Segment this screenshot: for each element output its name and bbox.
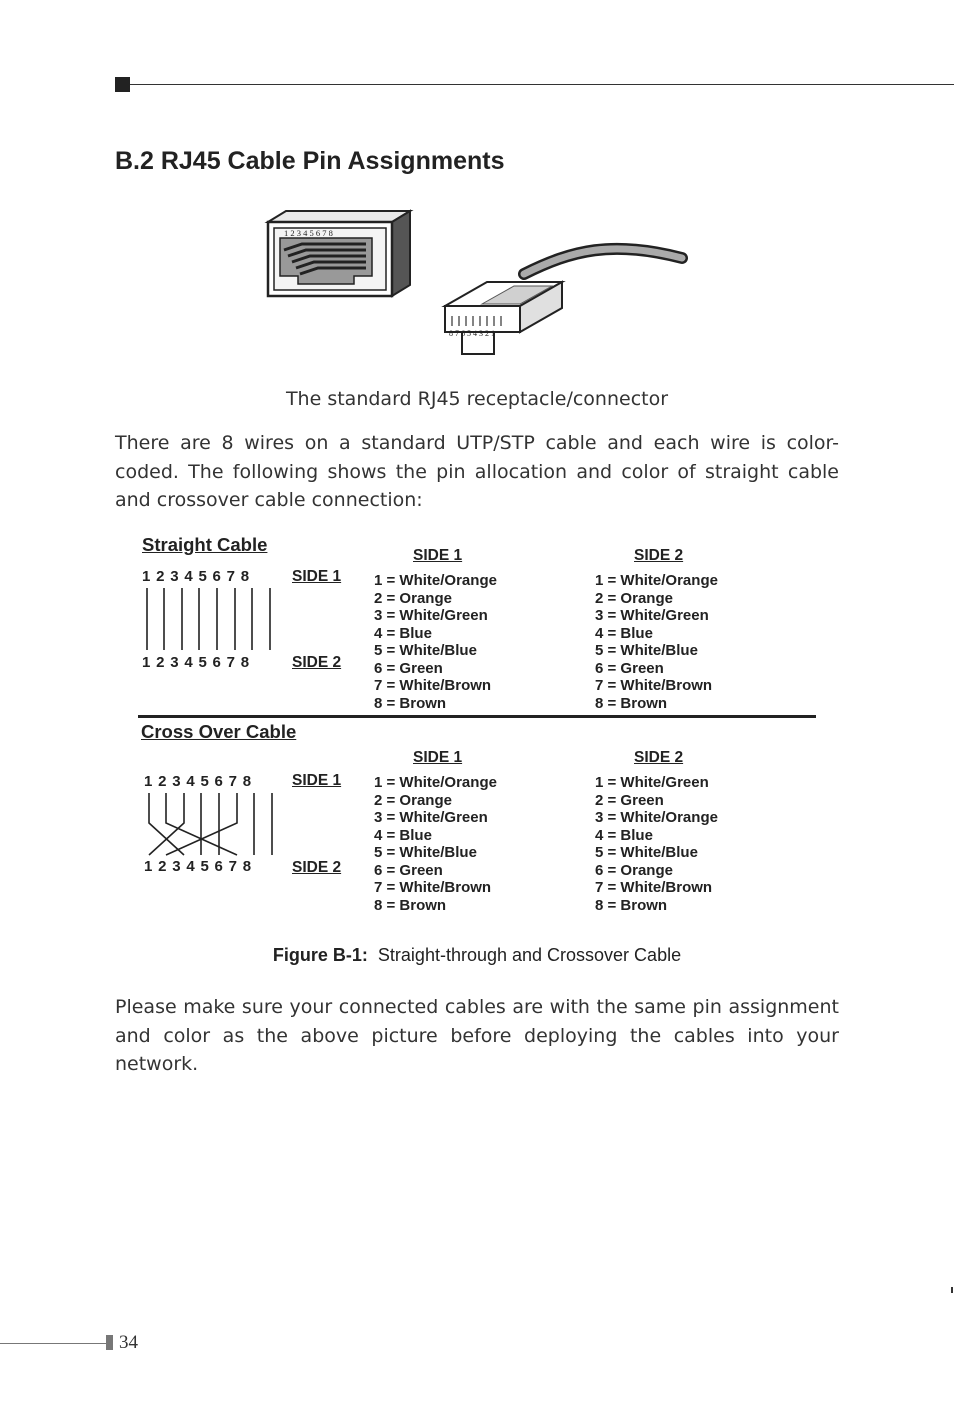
list-item: 4 = Blue bbox=[595, 826, 653, 844]
list-item: 1 = White/Green bbox=[595, 774, 709, 791]
list-item: 8 = Brown bbox=[595, 694, 668, 712]
straight-wiring-diagram bbox=[138, 586, 278, 652]
list-item: 6 = Orange bbox=[595, 861, 673, 879]
straight-pins-top: 1 2 3 4 5 6 7 8 bbox=[142, 568, 250, 585]
list-item: 3 = White/Green bbox=[595, 607, 709, 624]
figure-caption-text: Straight-through and Crossover Cable bbox=[377, 945, 682, 965]
list-item: 6 = Green bbox=[374, 659, 443, 677]
list-item: 6 = Green bbox=[374, 861, 443, 879]
crossover-side1-header: SIDE 1 bbox=[413, 749, 463, 766]
crossover-side2-list bbox=[595, 774, 718, 914]
crossover-cable-heading: Cross Over Cable bbox=[141, 721, 297, 742]
straight-side1-header: SIDE 1 bbox=[413, 547, 463, 564]
figure-caption bbox=[0, 945, 954, 966]
crossover-wiring-diagram bbox=[140, 791, 280, 857]
section-title: B.2 RJ45 Cable Pin Assignments bbox=[115, 147, 505, 175]
header-rule bbox=[115, 84, 954, 85]
list-item: 4 = Blue bbox=[374, 624, 432, 642]
list-item: 2 = Orange bbox=[595, 589, 673, 607]
straight-cable-heading: Straight Cable bbox=[142, 534, 268, 555]
table-divider bbox=[138, 715, 816, 718]
footer-rule bbox=[0, 1343, 108, 1344]
crossover-side1-list bbox=[374, 774, 497, 914]
list-item: 5 = White/Blue bbox=[374, 844, 477, 861]
list-item: 3 = White/Orange bbox=[595, 809, 718, 826]
rj45-receptacle bbox=[268, 211, 410, 296]
list-item: 4 = Blue bbox=[374, 826, 432, 844]
closing-paragraph: Please make sure your connected cables are with the same pin assignment and color as the above picture before deploying the cables into your network. bbox=[115, 996, 839, 1075]
list-item: 3 = White/Green bbox=[374, 809, 488, 826]
straight-side2-list bbox=[595, 572, 718, 712]
list-item: 6 = Green bbox=[595, 659, 664, 677]
list-item: 5 = White/Blue bbox=[595, 642, 698, 659]
rj45-connector-illustration bbox=[262, 198, 692, 363]
straight-side1-label: SIDE 1 bbox=[292, 568, 342, 585]
list-item: 2 = Orange bbox=[374, 589, 452, 607]
list-item: 7 = White/Brown bbox=[595, 677, 713, 694]
rj45-plug bbox=[445, 249, 682, 354]
crossover-pins-bottom: 1 2 3 4 5 6 7 8 bbox=[144, 858, 252, 875]
list-item: 4 = Blue bbox=[595, 624, 653, 642]
list-item: 8 = Brown bbox=[374, 896, 447, 914]
list-item: 1 = White/Orange bbox=[595, 572, 718, 589]
crossover-side2-header: SIDE 2 bbox=[634, 749, 684, 766]
list-item: 7 = White/Brown bbox=[374, 879, 492, 896]
list-item: 7 = White/Brown bbox=[595, 879, 713, 896]
list-item: 2 = Green bbox=[595, 791, 664, 809]
list-item: 1 = White/Orange bbox=[374, 774, 497, 791]
page-edge-mark bbox=[951, 1287, 953, 1293]
connector-caption: The standard RJ45 receptacle/connector bbox=[285, 388, 669, 410]
straight-side2-header: SIDE 2 bbox=[634, 547, 684, 564]
crossover-side2-label: SIDE 2 bbox=[292, 859, 342, 876]
page-number: 34 bbox=[119, 1332, 138, 1353]
list-item: 5 = White/Blue bbox=[595, 844, 698, 861]
straight-pins-bottom: 1 2 3 4 5 6 7 8 bbox=[142, 654, 250, 671]
straight-side1-list bbox=[374, 572, 497, 712]
list-item: 1 = White/Orange bbox=[374, 572, 497, 589]
crossover-side1-label: SIDE 1 bbox=[292, 772, 342, 789]
intro-paragraph: There are 8 wires on a standard UTP/STP cable and each wire is color-coded. The following shows the pin allocation and color of straight cable and crossover cable connection: bbox=[115, 432, 839, 511]
figure-caption-label: Figure B-1: bbox=[272, 945, 368, 965]
list-item: 7 = White/Brown bbox=[374, 677, 492, 694]
list-item: 5 = White/Blue bbox=[374, 642, 477, 659]
crossover-pins-top: 1 2 3 4 5 6 7 8 bbox=[144, 773, 252, 790]
header-square bbox=[115, 77, 130, 92]
list-item: 3 = White/Green bbox=[374, 607, 488, 624]
plug-pin-numbers: 8 7 6 5 4 3 2 1 bbox=[449, 329, 495, 338]
receptacle-pin-numbers: 1 2 3 4 5 6 7 8 bbox=[284, 228, 333, 238]
list-item: 2 = Orange bbox=[374, 791, 452, 809]
list-item: 8 = Brown bbox=[595, 896, 668, 914]
footer-marker bbox=[106, 1335, 113, 1350]
straight-side2-label: SIDE 2 bbox=[292, 654, 342, 671]
list-item: 8 = Brown bbox=[374, 694, 447, 712]
